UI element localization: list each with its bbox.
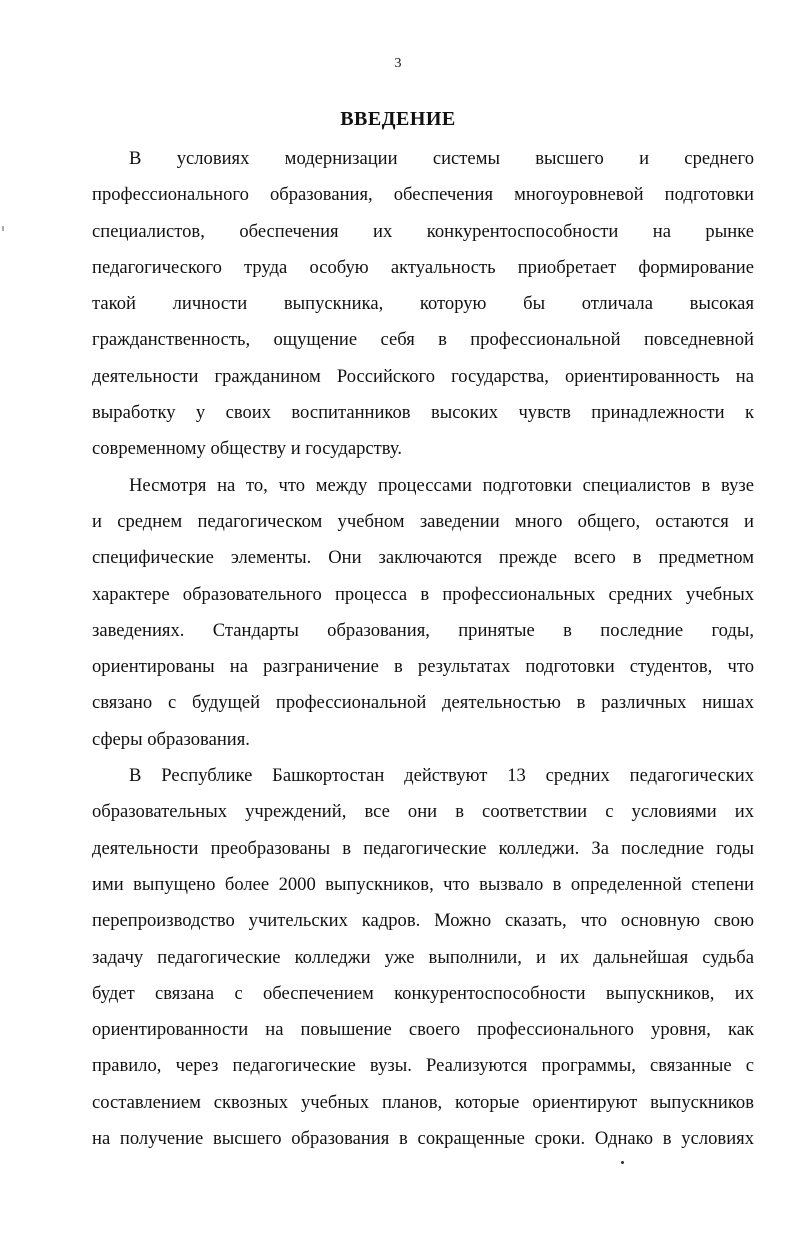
- text-line: на получение высшего образования в сокращенные сроки. Однако в условиях: [92, 1128, 754, 1150]
- text-line: ориентированности на повышение своего профессионального уровня, как: [92, 1019, 754, 1041]
- text-line: связано с будущей профессиональной деятельностью в различных нишах: [92, 692, 754, 714]
- text-line: заведениях. Стандарты образования, принятые в последние годы,: [92, 619, 754, 641]
- text-line: правило, через педагогические вузы. Реализуются программы, связанные с: [92, 1055, 754, 1077]
- text-line: деятельности гражданином Российского государства, ориентированность на: [92, 365, 754, 387]
- text-line: ими выпущено более 2000 выпускников, что вызвало в определенной степени: [92, 873, 754, 895]
- document-body: [92, 141, 754, 1157]
- text-line: педагогического труда особую актуальность приобретает формирование: [92, 256, 754, 278]
- text-line: В Республике Башкортостан действуют 13 средних педагогических: [129, 765, 754, 787]
- text-line: сферы образования.: [92, 728, 250, 750]
- paragraph-3: [92, 758, 754, 1157]
- text-line: такой личности выпускника, которую бы отличала высокая: [92, 293, 754, 315]
- text-line: задачу педагогические колледжи уже выполнили, и их дальнейшая судьба: [92, 946, 754, 968]
- text-line: деятельности преобразованы в педагогические колледжи. За последние годы: [92, 837, 754, 859]
- text-line: выработку у своих воспитанников высоких чувств принадлежности к: [92, 402, 754, 424]
- scan-speck: [621, 1161, 624, 1164]
- page-number: 3: [394, 56, 402, 71]
- text-line: ориентированы на разграничение в результатах подготовки студентов, что: [92, 656, 754, 678]
- paragraph-1: [92, 141, 754, 468]
- text-line: составлением сквозных учебных планов, которые ориентируют выпускников: [92, 1091, 754, 1113]
- page-title: ВВЕДЕНИЕ: [340, 108, 456, 130]
- text-line: В условиях модернизации системы высшего и среднего: [129, 148, 754, 169]
- text-line: специалистов, обеспечения их конкурентоспособности на рынке: [92, 220, 754, 242]
- margin-mark: [2, 226, 4, 231]
- paragraph-2: [92, 468, 754, 758]
- text-line: будет связана с обеспечением конкурентоспособности выпускников, их: [92, 982, 754, 1004]
- text-line: специфические элементы. Они заключаются прежде всего в предметном: [92, 547, 754, 569]
- text-line: Несмотря на то, что между процессами подготовки специалистов в вузе: [129, 474, 754, 496]
- text-line: современному обществу и государству.: [92, 438, 402, 460]
- text-line: профессионального образования, обеспечения многоуровневой подготовки: [92, 184, 754, 206]
- text-line: гражданственность, ощущение себя в профессиональной повседневной: [92, 329, 754, 351]
- text-line: образовательных учреждений, все они в соответствии с условиями их: [92, 801, 754, 823]
- text-line: перепроизводство учительских кадров. Можно сказать, что основную свою: [92, 910, 754, 932]
- text-line: характере образовательного процесса в профессиональных средних учебных: [92, 583, 754, 605]
- text-line: и среднем педагогическом учебном заведении много общего, остаются и: [92, 510, 754, 532]
